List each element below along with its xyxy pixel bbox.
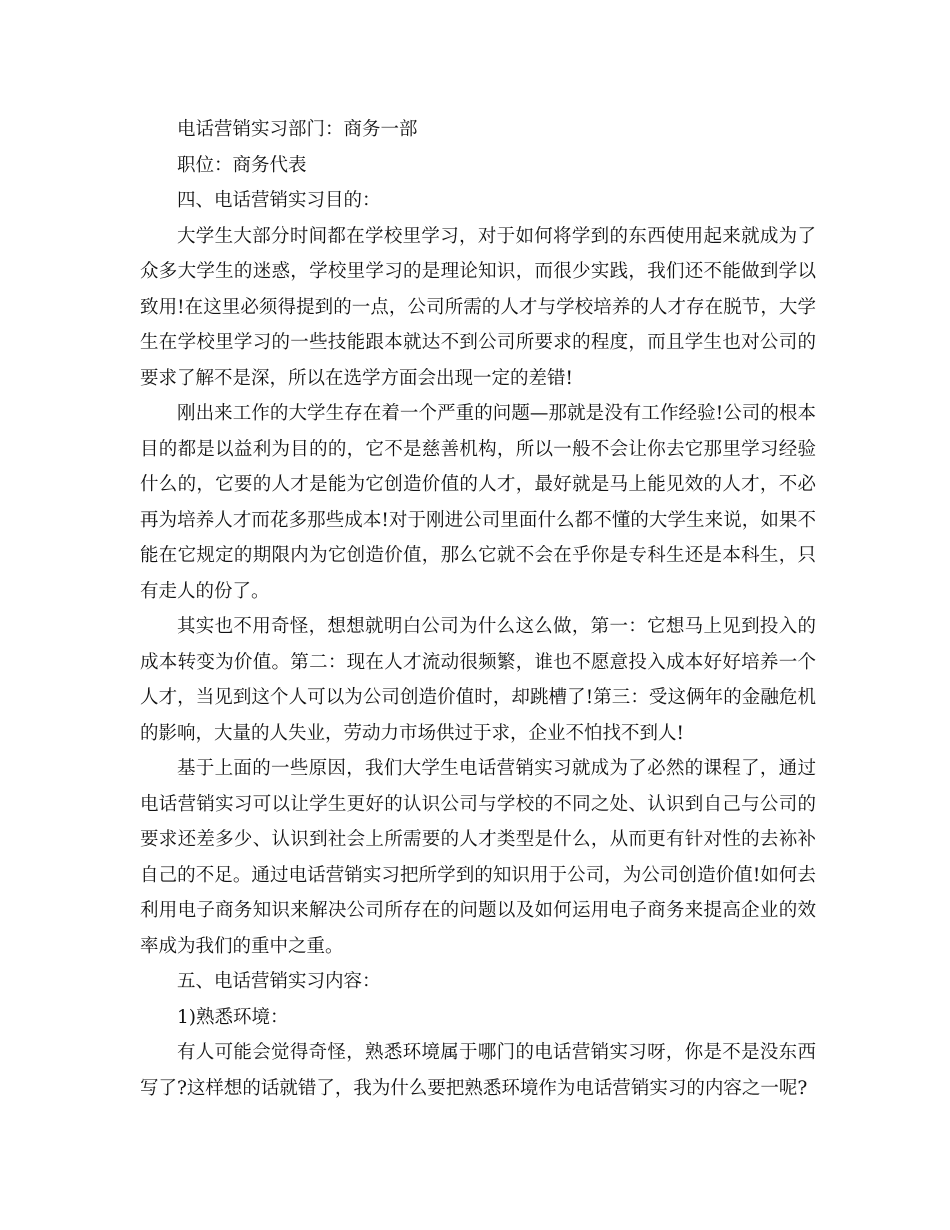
paragraph: 基于上面的一些原因，我们大学生电话营销实习就成为了必然的课程了，通过电话营销实习可以让学生更好的认识公司与学校的不同之处、认识到自己与公司的要求还差多少、认识到社会上所需要的人才类型是什么，从而更有针对性的去袮补自己的不足。通过电话营销实习把所学到的知识用于公司，为公司创造价值!如何去利用电子商务知识来解决公司所存在的问题以及如何运用电子商务来提高企业的效率成为我们的重中之重。 bbox=[140, 758, 816, 957]
paragraph: 大学生大部分时间都在学校里学习，对于如何将学到的东西使用起来就成为了众多大学生的迷惑，学校里学习的是理论知识，而很少实践，我们还不能做到学以致用!在这里必须得提到的一点，公司所需的人才与学校培养的人才存在脱节，大学生在学校里学习的一些技能跟本就达不到公司所要求的程度，而且学生也对公司的要求了解不是深，所以在选学方面会出现一定的差错! bbox=[140, 225, 816, 389]
paragraph: 其实也不用奇怪，想想就明白公司为什么这么做，第一：它想马上见到投入的成本转变为价值。第二：现在人才流动很频繁，谁也不愿意投入成本好好培养一个人才，当见到这个人可以为公司创造价值时，却跳槽了!第三：受这俩年的金融危机的影响，大量的人失业，劳动力市场供过于求，企业不怕找不到人! bbox=[140, 616, 816, 744]
section-heading-purpose: 四、电话营销实习目的： bbox=[177, 190, 381, 211]
position-line: 职位：商务代表 bbox=[177, 154, 307, 176]
section-heading-content: 五、电话营销实习内容： bbox=[177, 971, 381, 992]
subheading-environment: 1)熟悉环境： bbox=[177, 1006, 289, 1028]
paragraph: 刚出来工作的大学生存在着一个严重的问题—那就是没有工作经验!公司的根本目的都是以益利为目的的，它不是慈善机构，所以一般不会让你去它那里学习经验什么的，它要的人才是能为它创造价值的人才，最好就是马上能见效的人才，不必再为培养人才而花多那些成本!对于刚进公司里面什么都不懂的大学生来说，如果不能在它规定的期限内为它创造价值，那么它就不会在乎你是专科生还是本科生，只有走人的份了。 bbox=[140, 403, 816, 602]
document-body bbox=[140, 112, 816, 1106]
paragraph: 有人可能会觉得奇怪，熟悉环境属于哪门的电话营销实习呀，你是不是没东西写了?这样想的话就错了，我为什么要把熟悉环境作为电话营销实习的内容之一呢? bbox=[140, 1042, 816, 1099]
department-line: 电话营销实习部门：商务一部 bbox=[177, 119, 418, 140]
